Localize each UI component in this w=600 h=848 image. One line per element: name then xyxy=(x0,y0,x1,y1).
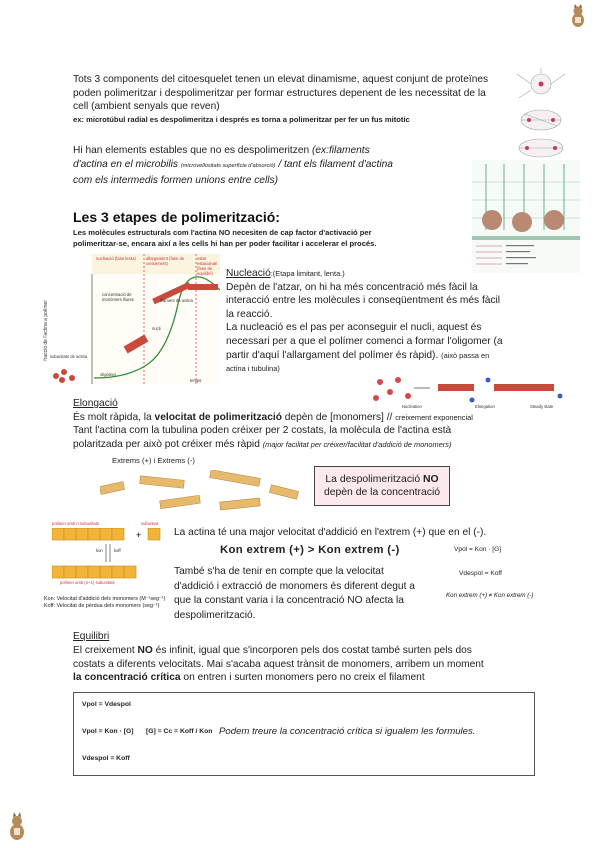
side-formula-vpol: Vpol = Kon · [G] xyxy=(454,546,502,553)
critical-concentration-note: Podem treure la concentració crítica si igualem les formules. xyxy=(219,726,476,737)
depolymerization-note-box: La despolimerització NO depèn de la concentració xyxy=(314,466,450,506)
kon-definitions: Kon: Velocitat d'addició dels monomers (M⁻¹seg⁻¹) Koff: Velocitat de pèrdua dels monomers (seg⁻¹) xyxy=(44,596,166,609)
graph-header-nucleation: nucleació (fase lenta) xyxy=(96,256,136,261)
section-intro: Les molècules estructurals com l'actina NO necesiten de cap factor d'activació per polimeritzar-se, encara així a les cells hi han per poder facilitar i accelerar el procés. xyxy=(73,228,377,248)
svg-text:+: + xyxy=(136,530,142,540)
polymer-n1-label: polímer amb (n+1) subunitats xyxy=(60,580,115,585)
formula-equilibrium: Vpol = Vdespol xyxy=(82,701,131,708)
step-label-nucleation: Nucleation xyxy=(402,404,422,409)
graph-label-monomers: concentració de monòmers lliures xyxy=(102,292,134,302)
intro-paragraph: Tots 3 components del citoesquelet tenen un elevat dinamisme, aquest conjunt de proteïnes poden polimeritzar i despolimeritzar per formar estructures depenent de les necessitat de la cell (ambient senyals que reven) xyxy=(73,74,489,113)
side-formula-kon-ends: Kon extrem (+) ≠ Kon extrem (-) xyxy=(446,592,534,599)
polymer-n-label: polímer amb n subunitats xyxy=(52,521,100,526)
subunit-label: subunitat xyxy=(141,521,158,526)
graph-y-label: fracció de l'actina a polímer xyxy=(43,300,49,361)
extrems-label: Extrems (+) i Extrems (-) xyxy=(112,456,195,465)
graph-label-nucleus: nucli xyxy=(152,326,161,331)
graph-x-label: temps xyxy=(190,378,202,383)
section-heading: Les 3 etapes de polimerització: xyxy=(73,209,280,225)
stable-elements-paragraph: Hi han elements estables que no es despolimeritzen (ex:filaments d'actina en el microbilis (microvellositats superfície d'absorció) / tant els filament d'actina com els intermedis formen unions entre cells) xyxy=(73,145,393,186)
koff-arrow-label: koff xyxy=(114,548,121,553)
actin-addition-text: La actina té una major velocitat d'addició en l'extrem (+) que en el (-). xyxy=(174,527,487,538)
polymer-subunit-diagram xyxy=(52,528,164,586)
formula-vdespol: Vdespol = Koff xyxy=(82,755,130,762)
step-label-steady: Steady state xyxy=(530,404,554,409)
critical-concentration-box xyxy=(73,692,535,776)
graph-header-elongation: allargament (fase de creixement) xyxy=(146,256,185,266)
microvilli-figure xyxy=(472,160,580,273)
nucleation-block: Nucleació:(Etapa limitant, lenta.) Depèn de l'atzar, on hi ha més concentració més fàcil la interacció entre les molècules i conseqüentment és més fàcil la reacció. La nucleació es el pas per aconseguir el nucli, aquest és necessari per a que el polímer comenci a formar l'oligomer (a partir d'aquí l'allargament del polímer és ràpid). (això passa en actina i tubulina) xyxy=(226,268,503,374)
example-note: ex: microtúbul radial es despolimeritza i després es torna a polimeritzar per fer un fus mitotic xyxy=(73,115,410,124)
graph-label-oligomer: oligòmer xyxy=(100,372,117,377)
side-formula-vdespol: Vdespol = Koff xyxy=(459,570,502,577)
kon-arrow-label: kon xyxy=(96,548,103,553)
graph-header-steady: estat estacionari (fase de equilibri) xyxy=(197,256,218,276)
graph-label-subunits: subunitats de actina xyxy=(50,354,88,359)
elongation-block: Elongació És molt ràpida, la velocitat de polimerització depèn de [monomers] // creixement exponencial Tant l'actina com la tubulina poden créixer per 2 costats, la molècula de l'actina està polaritzada per això pot créixer més ràpid (major facilitat per créixer/facilitat d'addició de monomers) xyxy=(73,398,473,450)
formula-vpol: Vpol = Kon · [G] xyxy=(82,728,134,735)
equilibrium-block: Equilibri El creixement NO és infinit, igual que s'incorporen pels dos costat també surten pels dos costats a diferents velocitats. Mai s'acaba aquest trànsit de monomers, arribem un moment la concentració crítica on entren i surten monomers pero no creix el filament xyxy=(73,631,484,684)
constant-note: També s'ha de tenir en compte que la velocitat d'addició i extracció de monomers és diferent degut a que la constant varia i la concentració NO afecta la despolimerització. xyxy=(174,566,415,621)
cat-figurine-bottom-icon xyxy=(4,812,30,842)
kon-comparison-formula: Kon extrem (+) > Kon extrem (-) xyxy=(220,544,400,556)
nucleation-graph xyxy=(48,254,220,386)
actin-filaments-figure xyxy=(100,470,300,520)
cat-figurine-top-icon xyxy=(566,4,590,28)
graph-label-filament: filament de actina xyxy=(160,298,193,303)
formula-critical: [G] = Cc = Koff / Kon xyxy=(146,728,213,735)
step-label-elongation: Elongation xyxy=(475,404,495,409)
mitotic-cell-figure xyxy=(505,68,577,160)
